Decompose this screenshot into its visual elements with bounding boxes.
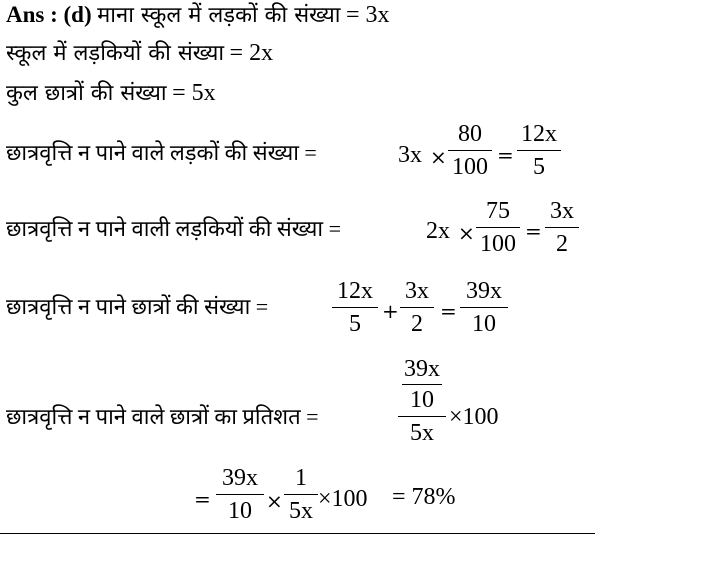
times-100: ×100 (449, 404, 499, 430)
fraction-denominator: 5 (533, 154, 545, 180)
fraction-3x-2 (400, 278, 434, 337)
girls-count-value: = 2x (229, 40, 274, 66)
bottom-divider (0, 533, 595, 534)
equals-sign: = (525, 219, 542, 243)
times-sign: × (458, 221, 475, 245)
boys-without-scholarship-text: छात्रवृत्ति न पाने वाले लड़कों की संख्या = (6, 140, 317, 165)
outer-denominator: 5x (410, 420, 434, 446)
boys-lhs: 3x (398, 142, 422, 168)
girls-count-text: स्कूल में लड़कियों की संख्या (6, 41, 225, 66)
fraction-39x-10 (460, 278, 508, 337)
fraction-75-100 (476, 198, 520, 257)
fraction-denominator: 10 (228, 498, 252, 524)
boys-count-value: = 3x (345, 2, 390, 28)
students-without-scholarship-text: छात्रवृत्ति न पाने छात्रों की संख्या = (6, 294, 269, 319)
fraction-bar (284, 494, 318, 495)
main-fraction-bar (398, 416, 446, 417)
fraction-denominator: 2 (556, 231, 568, 257)
fraction-numerator: 3x (550, 198, 574, 224)
plus-sign: + (382, 299, 399, 323)
equals-sign: = (194, 487, 211, 511)
fraction-denominator: 5x (289, 498, 313, 524)
compound-fraction (398, 356, 446, 446)
fraction-80-100 (448, 121, 492, 180)
compound-numerator (398, 356, 446, 413)
total-count-text: कुल छात्रों की संख्या (6, 81, 167, 106)
fraction-bar (332, 307, 378, 308)
girls-without-scholarship-text: छात्रवृत्ति न पाने वाली लड़कियों की संख्या = (6, 216, 341, 241)
statement-line-girls (6, 40, 273, 67)
fraction-numerator: 39x (466, 278, 502, 304)
fraction-bar (476, 227, 520, 228)
equals-sign: = (440, 299, 457, 323)
fraction-bar (517, 150, 561, 151)
total-count-value: = 5x (172, 80, 216, 106)
fraction-3x-2 (545, 198, 579, 257)
fraction-denominator: 100 (452, 154, 488, 180)
times-sign: × (430, 145, 447, 169)
answer-label: Ans : (d) (6, 2, 92, 27)
inner-denominator: 10 (410, 387, 434, 413)
fraction-bar (400, 307, 434, 308)
fraction-denominator: 2 (411, 311, 423, 337)
fraction-numerator: 39x (222, 465, 258, 491)
fraction-numerator: 12x (337, 278, 373, 304)
final-result: = 78% (392, 484, 456, 510)
fraction-bar (448, 150, 492, 151)
equals-sign: = (497, 143, 514, 167)
inner-numerator: 39x (404, 356, 440, 382)
fraction-numerator: 1 (295, 465, 307, 491)
fraction-12x-5 (517, 121, 561, 180)
fraction-bar (460, 307, 508, 308)
inner-fraction-bar (402, 384, 442, 385)
fraction-numerator: 3x (405, 278, 429, 304)
statement-line-boys (6, 2, 390, 29)
fraction-numerator: 12x (521, 121, 557, 147)
fraction-numerator: 80 (458, 121, 482, 147)
fraction-denominator: 5 (349, 311, 361, 337)
statement-line-total (6, 80, 216, 107)
percentage-text: छात्रवृत्ति न पाने वाले छात्रों का प्रतिशत = (6, 404, 319, 429)
fraction-1-5x (284, 465, 318, 524)
girls-lhs: 2x (426, 218, 450, 244)
fraction-denominator: 100 (480, 231, 516, 257)
times-sign: × (266, 489, 283, 513)
fraction-denominator: 10 (472, 311, 496, 337)
times-100: ×100 (318, 486, 368, 512)
fraction-bar (216, 494, 264, 495)
fraction-numerator: 75 (486, 198, 510, 224)
fraction-bar (545, 227, 579, 228)
fraction-12x-5 (332, 278, 378, 337)
boys-count-text: माना स्कूल में लड़कों की संख्या (97, 3, 341, 28)
fraction-39x-10 (216, 465, 264, 524)
